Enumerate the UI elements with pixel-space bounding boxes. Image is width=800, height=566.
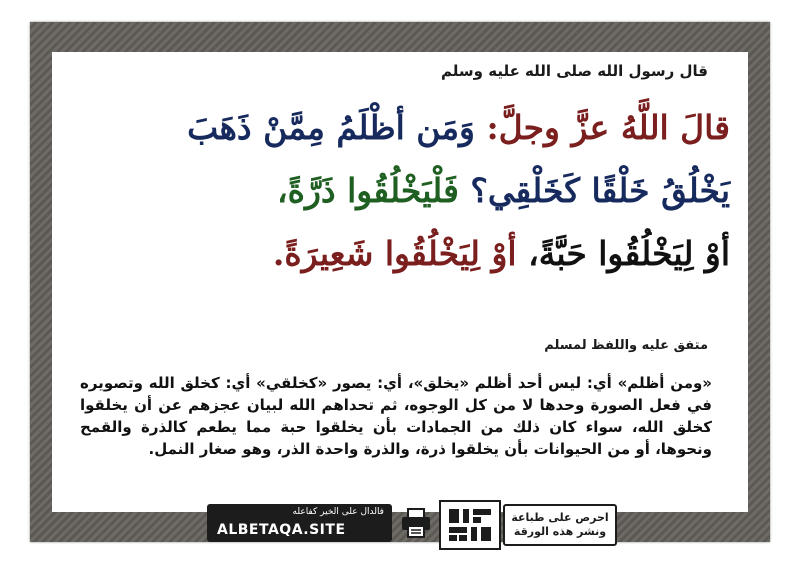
hadith-line-2 <box>70 159 730 222</box>
printer-icon <box>399 506 433 540</box>
hadith-segment: أوْ لِيَخْلُقُوا شَعِيرَةً. <box>272 234 517 273</box>
intro-text: قال رسول الله صلى الله عليه وسلم <box>441 62 708 80</box>
hadith-segment: يَخْلُقُ خَلْقًا كَخَلْقِي؟ <box>458 171 730 210</box>
hadith-segment: فَلْيَخْلُقُوا ذَرَّةً، <box>277 171 459 210</box>
slogan-text: فالدال على الخير كفاعله <box>292 507 384 517</box>
print-share-box <box>503 504 617 546</box>
explanation-text: «ومن أظلم» أي: ليس أحد أظلم «يخلق»، أي: يصور «كخلقي» أي: كخلق الله وتصويره في فعل الصورة وحدها لا من كل الوجوه، ثم تحداهم الله لبيان عجزهم عن أن يخلقوا كخلق الله، سواء كان ذلك من الجمادات بأن يخلقوا حبة مما يطعم كالذرة والقمح ونحوها، أو من الحيوانات بأن يخلقوا ذرة، والذرة واحدة الذر، وهو صغار النمل. <box>80 374 712 458</box>
print-share-line-1: احرص على طباعة <box>511 511 609 524</box>
hadith-segment: قالَ اللَّهُ عزَّ وجلَّ: <box>474 108 730 147</box>
hadith-text <box>70 96 730 285</box>
albetaqa-logo-icon <box>439 500 501 550</box>
source-attribution: متفق عليه واللفظ لمسلم <box>544 338 708 353</box>
hadith-segment: أوْ لِيَخْلُقُوا حَبَّةً، <box>516 234 730 273</box>
footer-bar <box>207 500 697 546</box>
content-card <box>52 52 748 538</box>
site-box <box>207 504 392 542</box>
hadith-line-3 <box>70 222 730 285</box>
site-url[interactable]: ALBETAQA.SITE <box>217 522 346 538</box>
hadith-segment: وَمَن أظْلَمُ مِمَّنْ ذَهَبَ <box>187 108 475 147</box>
print-share-line-2: ونشر هذه الورقة <box>513 525 607 538</box>
hadith-line-1 <box>70 96 730 159</box>
